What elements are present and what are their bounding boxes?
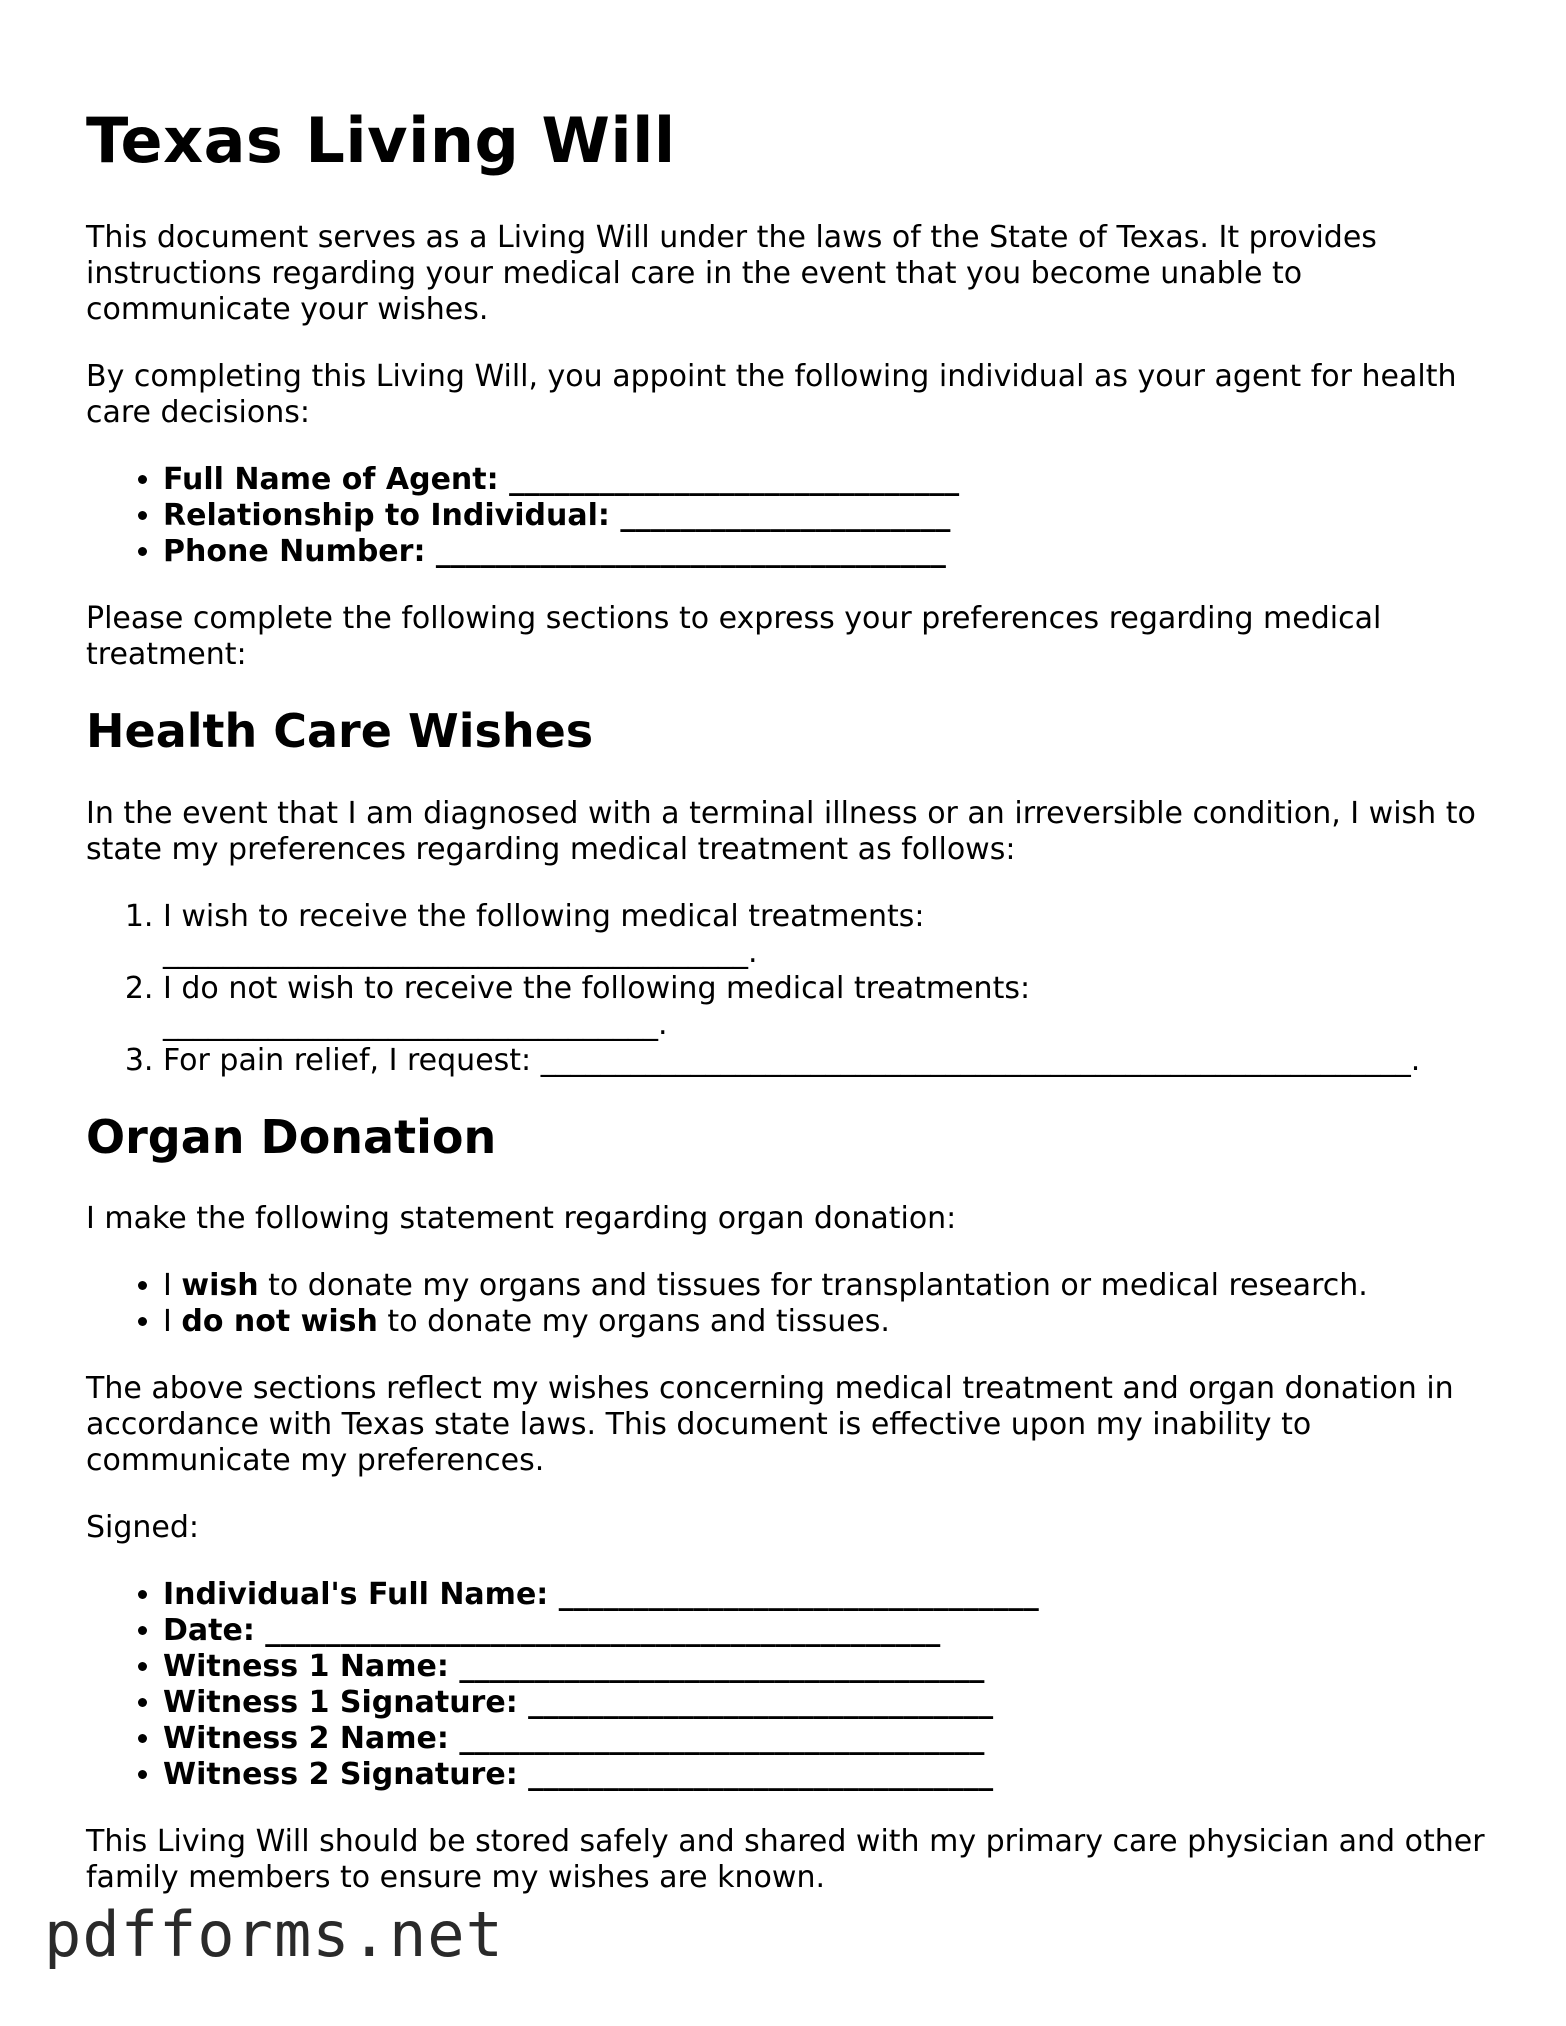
fill-in-blank[interactable]: _________________________________.	[163, 1006, 668, 1042]
signature-field-witness1-signature	[163, 1685, 1486, 1721]
item-prefix: I	[163, 1303, 182, 1339]
field-label: Relationship to Individual:	[163, 498, 610, 534]
organ-donation-heading: Organ Donation	[86, 1109, 497, 1164]
fill-in-blank[interactable]: ___________________________________	[459, 1720, 985, 1756]
fill-in-blank[interactable]: __________________________________	[435, 534, 946, 570]
fill-in-blank[interactable]: ________________________________	[558, 1576, 1039, 1612]
field-label: Witness 2 Name:	[163, 1720, 449, 1756]
item-emphasis: do not wish	[181, 1303, 378, 1339]
fill-in-blank[interactable]: ______________________	[620, 498, 951, 534]
signature-field-full-name	[163, 1577, 1486, 1613]
fill-in-blank[interactable]: ______________________________	[509, 462, 960, 498]
agent-field-phone	[163, 534, 1486, 570]
health-item-receive	[163, 899, 1486, 971]
fill-in-blank[interactable]: __________________________________________________________.	[540, 1042, 1421, 1078]
health-item-pain-relief	[163, 1043, 1486, 1079]
signature-field-list	[86, 1577, 1486, 1793]
signature-field-date	[163, 1613, 1486, 1649]
health-wishes-list	[86, 899, 1486, 1079]
item-suffix: to donate my organs and tissues.	[377, 1303, 890, 1339]
field-label: Individual's Full Name:	[163, 1576, 549, 1612]
organ-intro-paragraph: I make the following statement regarding organ donation:	[86, 1200, 957, 1236]
signature-field-witness2-signature	[163, 1757, 1486, 1793]
field-label: Phone Number:	[163, 534, 426, 570]
item-suffix: to donate my organs and tissues for transplantation or medical research.	[258, 1267, 1368, 1303]
item-emphasis: wish	[181, 1267, 259, 1303]
item-prefix: I	[163, 1267, 182, 1303]
agent-field-list	[86, 462, 1486, 570]
health-item-not-receive	[163, 971, 1486, 1043]
watermark: pdfforms.net	[44, 1898, 504, 1971]
signature-field-witness2-name	[163, 1721, 1486, 1757]
field-label: Witness 2 Signature:	[163, 1756, 518, 1792]
document-title: Texas Living Will	[86, 104, 676, 177]
fill-in-blank[interactable]: _______________________________________.	[163, 934, 758, 970]
signature-field-witness1-name	[163, 1649, 1486, 1685]
agent-field-full-name	[163, 462, 1486, 498]
fill-in-blank[interactable]: ___________________________________	[459, 1648, 985, 1684]
field-label: Witness 1 Name:	[163, 1648, 449, 1684]
field-label: Witness 1 Signature:	[163, 1684, 518, 1720]
agent-intro-paragraph: By completing this Living Will, you appoint the following individual as your agent for health care decisions:	[86, 359, 1457, 431]
health-care-heading: Health Care Wishes	[86, 704, 594, 759]
fill-in-blank[interactable]: _____________________________________________	[265, 1612, 941, 1648]
signed-label: Signed:	[86, 1509, 200, 1545]
field-label: Date:	[163, 1612, 255, 1648]
closing-statement-paragraph: The above sections reflect my wishes concerning medical treatment and organ donation in accordance with Texas state laws. This document is effective upon my inability to communicate my preferences.	[86, 1370, 1454, 1478]
sections-intro-paragraph: Please complete the following sections to express your preferences regarding medical treatment:	[86, 601, 1382, 673]
agent-field-relationship	[163, 498, 1486, 534]
fill-in-blank[interactable]: _______________________________	[528, 1684, 994, 1720]
intro-paragraph: This document serves as a Living Will under the laws of the State of Texas. It provides instructions regarding your medical care in the event that you become unable to communicate your wishes.	[86, 220, 1377, 328]
organ-item-do-not-wish	[163, 1304, 1486, 1340]
organ-item-wish	[163, 1268, 1486, 1304]
item-text: For pain relief, I request:	[163, 1042, 532, 1078]
field-label: Full Name of Agent:	[163, 462, 499, 498]
item-text: I wish to receive the following medical treatments:	[163, 898, 925, 934]
item-text: I do not wish to receive the following medical treatments:	[163, 970, 1031, 1006]
fill-in-blank[interactable]: _______________________________	[528, 1756, 994, 1792]
document-page	[86, 104, 1486, 1927]
organ-donation-list	[86, 1268, 1486, 1340]
storage-note-paragraph: This Living Will should be stored safely and shared with my primary care physician and other family members to ensure my wishes are known.	[86, 1823, 1485, 1895]
health-intro-paragraph: In the event that I am diagnosed with a terminal illness or an irreversible condition, I wish to state my preferences regarding medical treatment as follows:	[86, 795, 1476, 867]
